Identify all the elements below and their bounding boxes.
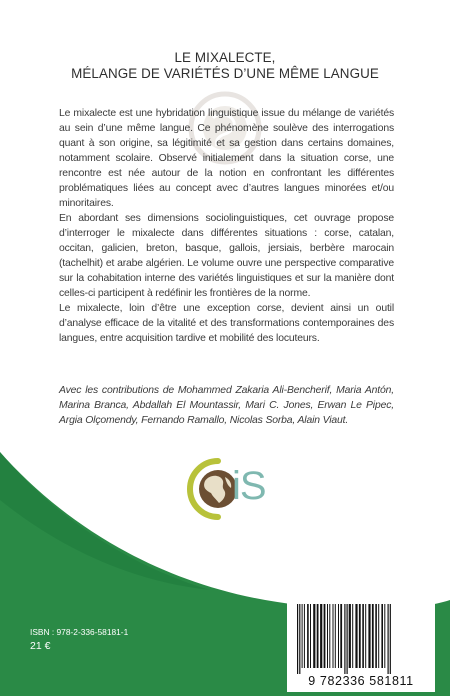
barcode-bar	[365, 604, 366, 668]
barcode-bar	[375, 604, 377, 668]
title-line-1: LE MIXALECTE,	[174, 50, 276, 65]
contributors-text: Avec les contributions de Mohammed Zakaria Ali-Bencherif, Maria Antón, Marina Branca, Abdallah El Mountassir, Mari C. Jones, Erwan Le Pipec, Argia Olçomendy, Fernando Ramallo, Nicolas Sorba, Alain Viaut.	[59, 385, 394, 426]
summary-paragraph: En abordant ses dimensions sociolinguistiques, cet ouvrage propose d’interroger le mixalecte dans différentes situations : corse, catalan, occitan, galicien, breton, basque, gallois, jersiais, berbère marocain (tachelhit) et arabe algérien. Le volume ouvre une perspective comparative sur la cohabitation interne des variétés linguistiques et sur la manière dont celles-ci participent à redéfinir les frontières de la norme.	[59, 213, 394, 299]
barcode-bar	[340, 604, 342, 668]
barcode-bar	[388, 604, 389, 674]
barcode-bar	[302, 604, 303, 668]
barcode-bar	[299, 604, 300, 674]
barcode-bar	[344, 604, 345, 674]
publisher-logo-text: iS	[232, 464, 266, 508]
barcode-bar	[320, 604, 322, 668]
barcode-bar	[329, 604, 330, 668]
barcode-bar	[333, 604, 334, 668]
barcode-bar	[313, 604, 315, 668]
barcode-bar	[324, 604, 326, 668]
barcode-bar	[304, 604, 305, 668]
barcode-digits: 9 782336 581811	[308, 674, 414, 688]
barcode-bar	[390, 604, 391, 674]
barcode-bar	[349, 604, 351, 668]
barcode-bar	[378, 604, 379, 668]
barcode-bar	[335, 604, 336, 668]
barcode-bar	[381, 604, 383, 668]
price-text: 21 €	[30, 640, 51, 652]
barcode-bar	[310, 604, 311, 668]
barcode	[287, 600, 435, 692]
barcode-bar	[384, 604, 385, 668]
summary-paragraph: Le mixalecte est une hybridation linguistique issue du mélange de variétés au sein d’une même langue. Ce phénomène soulève des interrogations quant à son origine, sa légitimité et sa gestion dans certains domaines, notamment scolaire. Observé initialement dans la situation corse, une rencontre est née autour de la notion en confrontant les différentes problématiques liées au concept avec d’autres langues minorées et/ou minoritaires.	[59, 108, 394, 209]
barcode-bar	[297, 604, 298, 674]
barcode-bar	[368, 604, 370, 668]
page-title	[40, 50, 410, 82]
isbn-text: ISBN : 978-2-336-58181-1	[30, 627, 129, 637]
barcode-bar	[355, 604, 357, 668]
summary-paragraph: Le mixalecte, loin d’être une exception corse, devient ainsi un outil d’analyse efficace de la vitalité et des transformations contemporaines des langues, entre acquisition tardive et mobilité des locuteurs.	[59, 303, 394, 344]
summary-text	[59, 106, 394, 346]
barcode-bar	[359, 604, 361, 668]
barcode-bar	[362, 604, 364, 668]
barcode-bar	[372, 604, 374, 668]
barcode-bar	[327, 604, 328, 668]
barcode-bars	[293, 604, 429, 674]
barcode-bar	[307, 604, 309, 668]
barcode-bar	[347, 604, 348, 674]
title-line-2: MÉLANGE DE VARIÉTÉS D’UNE MÊME LANGUE	[71, 66, 379, 81]
barcode-bar	[317, 604, 319, 668]
barcode-bar	[352, 604, 353, 668]
barcode-bar	[338, 604, 339, 668]
